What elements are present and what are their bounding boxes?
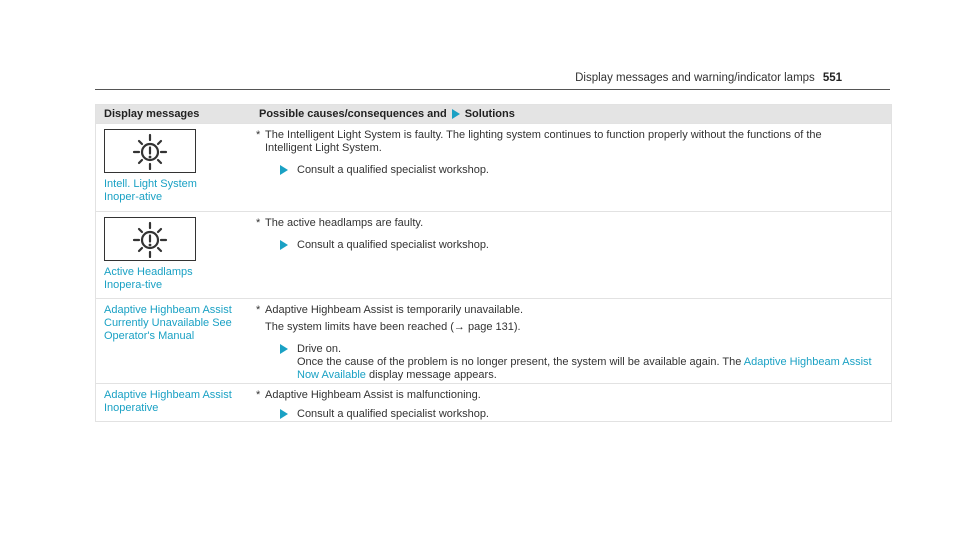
table-row xyxy=(96,298,891,383)
col-header-causes xyxy=(249,108,891,121)
display-messages-table xyxy=(95,104,892,422)
solution-item xyxy=(280,164,891,177)
cause-cell xyxy=(241,384,891,421)
message-cell xyxy=(96,384,241,421)
solution-text: Consult a qualified specialist workshop. xyxy=(297,239,489,251)
cause-text: Adaptive Highbeam Assist is temporarily unavailable. xyxy=(265,304,524,316)
cause-item: * The Intelligent Light System is faulty. The lighting system continues to function properly without the functions of the Intelligent Light System. xyxy=(256,129,891,155)
message-text: Adaptive Highbeam Assist Currently Unavailable See Operator's Manual xyxy=(104,304,232,342)
table-row xyxy=(96,383,891,421)
message-text: Adaptive Highbeam Assist Inoperative xyxy=(104,389,232,414)
solution-text-end: display message appears. xyxy=(365,369,497,381)
cause-item: * Adaptive Highbeam Assist is malfunctioning. xyxy=(256,389,891,402)
solution-text: Consult a qualified specialist workshop. xyxy=(297,408,489,420)
header-rule xyxy=(95,89,890,90)
col-header-solutions-label: Solutions xyxy=(464,107,515,120)
solution-item xyxy=(280,408,891,421)
col-header-display-messages: Display messages xyxy=(104,107,200,120)
message-text: Intell. Light System Inoper-ative xyxy=(104,178,197,203)
cause-item: * Adaptive Highbeam Assist is temporarily unavailable. xyxy=(256,304,891,317)
cause-cell xyxy=(241,212,891,298)
cause-text: The Intelligent Light System is faulty. The lighting system continues to function properly without the functions of the Intelligent Light System. xyxy=(265,129,822,154)
cause-text: The active headlamps are faulty. xyxy=(265,217,424,229)
cause-extra-text: The system limits have been reached (→ page 131). xyxy=(265,321,521,333)
col-header-causes-label: Possible causes/consequences and xyxy=(259,107,447,120)
cause-text: Adaptive Highbeam Assist is malfunctioning. xyxy=(265,389,481,401)
section-title: Display messages and warning/indicator lamps xyxy=(575,72,815,84)
solution-item xyxy=(280,343,891,382)
solution-arrow-icon xyxy=(280,240,288,250)
solution-title: Drive on. xyxy=(297,343,342,355)
table-row xyxy=(96,211,891,298)
solution-text: Once the cause of the problem is no longer present, the system will be available again. The xyxy=(297,356,744,368)
message-reference: Adaptive Highbeam Assist Now Available xyxy=(297,356,872,381)
solution-arrow-icon xyxy=(280,344,288,354)
cause-cell xyxy=(241,124,891,211)
message-cell xyxy=(96,212,241,298)
message-cell xyxy=(96,124,241,211)
solution-item xyxy=(280,239,891,252)
solution-arrow-icon xyxy=(452,109,460,119)
solution-text: Consult a qualified specialist workshop. xyxy=(297,164,489,176)
page-number: 551 xyxy=(822,72,842,84)
cause-cell xyxy=(241,299,891,383)
table-header xyxy=(96,105,891,123)
cause-item: * The active headlamps are faulty. xyxy=(256,217,891,230)
headlamp-fault-icon xyxy=(104,217,196,261)
table-row xyxy=(96,123,891,211)
headlamp-fault-icon xyxy=(104,129,196,173)
solution-arrow-icon xyxy=(280,409,288,419)
page-header xyxy=(575,72,842,84)
message-text: Active Headlamps Inopera-tive xyxy=(104,266,193,291)
solution-arrow-icon xyxy=(280,165,288,175)
message-cell xyxy=(96,299,241,383)
